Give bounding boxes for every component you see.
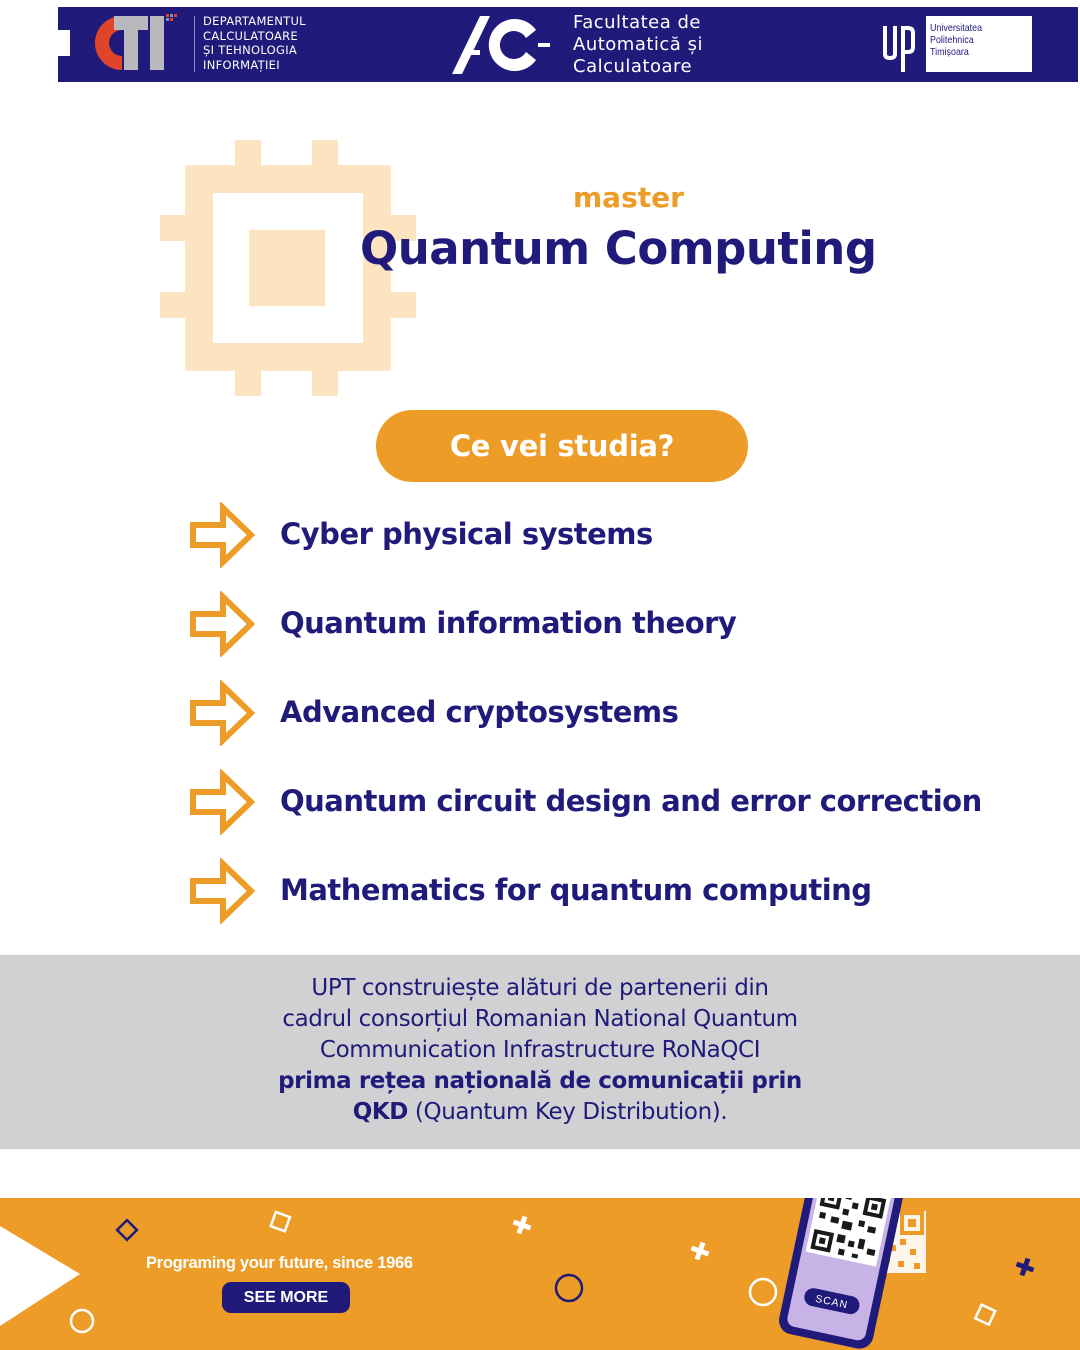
cti-line: CALCULATOARE (203, 28, 298, 43)
circle-icon (556, 1275, 582, 1301)
topic-label: Cyber physical systems (280, 517, 653, 551)
study-button[interactable]: Ce vei studia? (376, 410, 748, 482)
cti-line: DEPARTAMENTUL (203, 14, 306, 28)
upt-logo-text: UPT (900, 70, 902, 71)
list-item (190, 680, 1050, 769)
plus-icon (510, 1213, 533, 1236)
footer-tagline: Programing your future, since 1966 (146, 1254, 413, 1272)
header-notch (58, 30, 70, 56)
program-level: master (573, 181, 684, 214)
scan-label: SCAN (814, 1292, 850, 1312)
diamond-icon (975, 1305, 995, 1325)
info-text (240, 973, 840, 1128)
cti-department-name (203, 14, 333, 72)
arrow-right-icon (190, 502, 258, 568)
faculty-name (573, 12, 773, 78)
info-panel (0, 955, 1080, 1149)
page-title: Quantum Computing (360, 222, 877, 275)
cti-logo-text: CTI (138, 72, 140, 73)
phone-icon[interactable] (770, 1198, 970, 1350)
cti-divider (194, 16, 195, 72)
list-item (190, 502, 1050, 591)
university-name (930, 22, 982, 58)
topic-label: Quantum circuit design and error correction (280, 784, 982, 818)
arrow-right-icon (190, 858, 258, 924)
upt-logo[interactable] (880, 14, 922, 72)
cti-logo[interactable] (90, 12, 186, 74)
list-item (190, 858, 1050, 947)
ac-logo[interactable] (450, 14, 560, 76)
topic-label: Mathematics for quantum computing (280, 873, 872, 907)
info-line: (Quantum Key Distribution). (408, 1099, 728, 1125)
university-line: Timișoara (930, 46, 969, 58)
diamond-icon (271, 1212, 290, 1231)
topic-label: Advanced cryptosystems (280, 695, 679, 729)
university-label-box (922, 16, 1032, 72)
plus-icon (1013, 1255, 1036, 1278)
info-highlight: prima rețea națională de comunicații prin (278, 1068, 802, 1094)
list-item (190, 769, 1050, 858)
arrow-right-icon (190, 591, 258, 657)
list-item (190, 591, 1050, 680)
university-label-bar (922, 16, 926, 72)
ac-logo-text: AC (505, 74, 507, 75)
arrow-right-icon (190, 680, 258, 746)
circle-icon (71, 1310, 93, 1332)
footer-banner (0, 1198, 1080, 1350)
faculty-line: Automatică și (573, 34, 703, 55)
info-line: UPT construiește alături de partenerii din (311, 975, 769, 1001)
topic-list (190, 502, 1050, 947)
faculty-line: Facultatea de (573, 12, 702, 33)
info-line: cadrul consorțiul Romanian National Quantum (282, 1006, 798, 1032)
topic-label: Quantum information theory (280, 606, 737, 640)
see-more-button[interactable]: SEE MORE (222, 1282, 350, 1313)
arrow-right-icon (190, 769, 258, 835)
cti-line: INFORMAȚIEI (203, 57, 280, 72)
cti-line: ȘI TEHNOLOGIA (203, 43, 298, 57)
faculty-line: Calculatoare (573, 56, 693, 77)
university-line: Politehnica (930, 34, 974, 46)
info-line: Communication Infrastructure RoNaQCI (319, 1037, 761, 1063)
info-highlight-qkd: QKD (352, 1099, 409, 1125)
university-line: Universitatea (930, 22, 983, 34)
diamond-icon (117, 1220, 137, 1240)
plus-icon (688, 1239, 711, 1262)
